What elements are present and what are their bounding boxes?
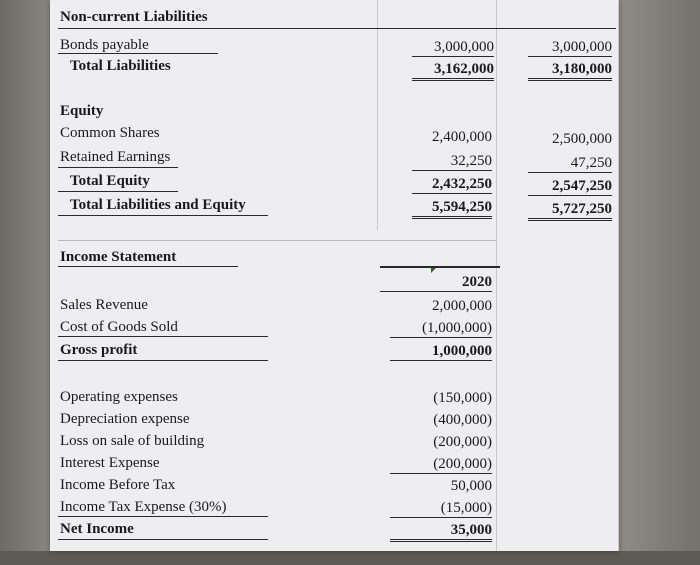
gross-profit-label: Gross profit bbox=[60, 342, 138, 358]
gross-profit-value: 1,000,000 bbox=[390, 342, 492, 361]
year-2020: 2020 bbox=[380, 273, 492, 292]
header-rule bbox=[58, 28, 616, 29]
income-before-tax-value: 50,000 bbox=[450, 478, 492, 494]
loss-on-sale-value: (200,000) bbox=[433, 434, 492, 450]
bonds-payable-label: Bonds payable bbox=[60, 37, 149, 53]
year-top-rule bbox=[380, 266, 500, 268]
total-liabilities-equity-2020: 5,594,250 bbox=[412, 198, 492, 219]
total-liabilities-2020: 3,162,000 bbox=[412, 60, 494, 81]
operating-expenses-label: Operating expenses bbox=[60, 389, 178, 405]
loss-on-sale-label: Loss on sale of building bbox=[60, 433, 205, 449]
retained-label-underline bbox=[58, 167, 178, 168]
total-liabilities-equity-label: Total Liabilities and Equity bbox=[70, 197, 246, 213]
net-income-label-underline bbox=[58, 539, 268, 540]
bonds-payable-2021: 3,000,000 bbox=[528, 38, 612, 57]
noncurrent-liabilities-header: Non-current Liabilities bbox=[60, 9, 208, 25]
bonds-payable-2020: 3,000,000 bbox=[412, 38, 494, 57]
cogs-label: Cost of Goods Sold bbox=[60, 319, 178, 335]
income-before-tax-label: Income Before Tax bbox=[60, 477, 176, 493]
cogs-label-underline bbox=[58, 336, 268, 337]
background-left bbox=[0, 0, 50, 565]
spreadsheet bbox=[50, 0, 619, 551]
income-statement-header: Income Statement bbox=[60, 249, 177, 265]
common-shares-2020: 2,400,000 bbox=[432, 129, 492, 145]
retained-earnings-label: Retained Earnings bbox=[60, 149, 171, 165]
depreciation-label: Depreciation expense bbox=[60, 411, 190, 427]
retained-earnings-2020: 32,250 bbox=[412, 152, 492, 171]
interest-expense-value: (200,000) bbox=[390, 455, 492, 474]
cogs-value: (1,000,000) bbox=[390, 319, 492, 338]
background-right bbox=[618, 0, 700, 565]
total-equity-label: Total Equity bbox=[70, 173, 150, 189]
interest-expense-label: Interest Expense bbox=[60, 455, 160, 471]
bonds-label-underline bbox=[58, 53, 218, 54]
income-tax-label-underline bbox=[58, 516, 268, 517]
sales-revenue-value: 2,000,000 bbox=[432, 298, 492, 314]
gross-profit-label-underline bbox=[58, 360, 268, 361]
common-shares-label: Common Shares bbox=[60, 125, 160, 141]
total-liabilities-2021: 3,180,000 bbox=[528, 60, 612, 81]
total-equity-2021: 2,547,250 bbox=[528, 177, 612, 196]
sales-revenue-label: Sales Revenue bbox=[60, 297, 148, 313]
income-header-underline bbox=[58, 266, 238, 267]
net-income-label: Net Income bbox=[60, 521, 134, 537]
net-income-value: 35,000 bbox=[390, 521, 492, 542]
total-equity-2020: 2,432,250 bbox=[412, 175, 492, 194]
depreciation-value: (400,000) bbox=[433, 412, 492, 428]
total-liab-equity-label-underline bbox=[58, 215, 268, 216]
total-liabilities-equity-2021: 5,727,250 bbox=[528, 200, 612, 221]
section-divider bbox=[58, 240, 496, 241]
total-liabilities-label: Total Liabilities bbox=[70, 58, 171, 74]
retained-earnings-2021: 47,250 bbox=[528, 154, 612, 173]
common-shares-2021: 2,500,000 bbox=[552, 131, 612, 147]
income-tax-value: (15,000) bbox=[390, 499, 492, 518]
total-equity-label-underline bbox=[58, 191, 178, 192]
operating-expenses-value: (150,000) bbox=[433, 390, 492, 406]
income-tax-label: Income Tax Expense (30%) bbox=[60, 499, 227, 515]
background-bottom bbox=[0, 551, 700, 565]
equity-header: Equity bbox=[60, 103, 104, 119]
